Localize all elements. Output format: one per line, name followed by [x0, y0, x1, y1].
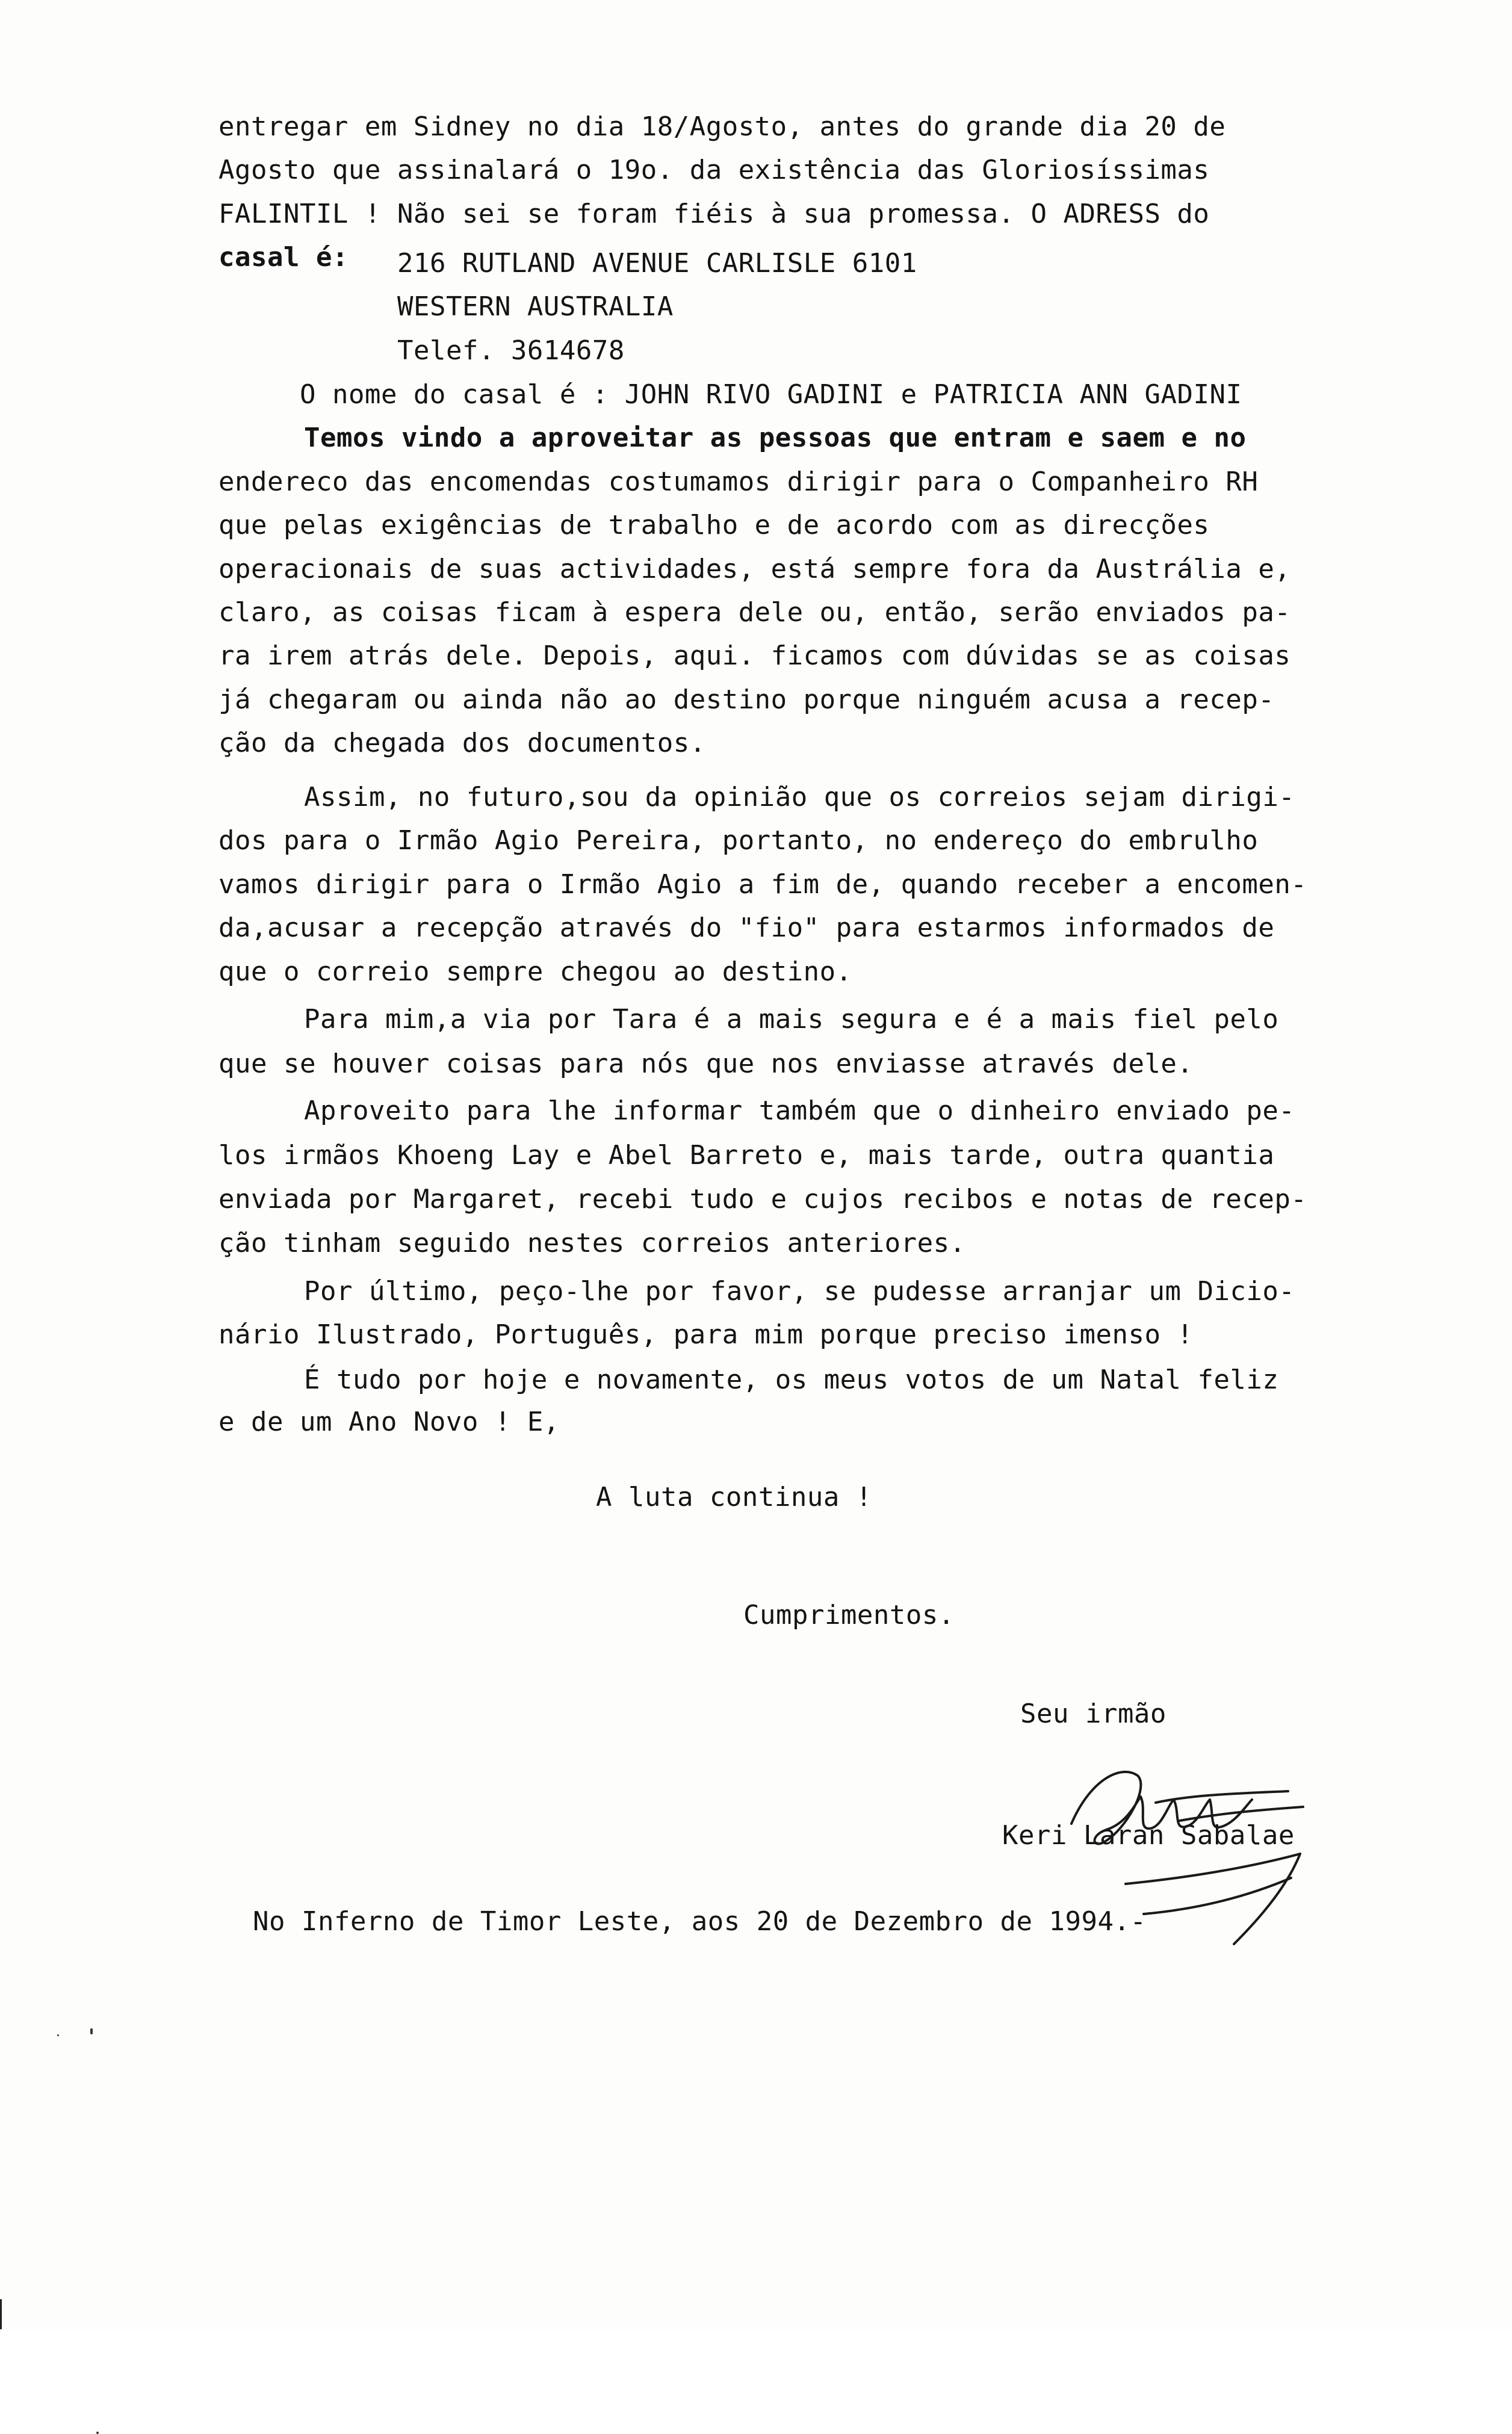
body-line-19: vamos dirigir para o Irmão Agio a fim de, quando receber a encomen- [218, 869, 1307, 900]
body-line-22: Para mim,a via por Tara é a mais segura e é a mais fiel pelo [304, 1004, 1279, 1035]
body-line-31: e de um Ano Novo ! E, [218, 1407, 560, 1437]
body-line-4: casal é: [218, 242, 349, 273]
body-line-30: É tudo por hoje e novamente, os meus votos de um Natal feliz [304, 1364, 1279, 1395]
body-line-8: O nome do casal é : JOHN RIVO GADINI e PATRICIA ANN GADINI [300, 379, 1242, 410]
signer-name: Keri Laran Sabalae [1002, 1820, 1295, 1851]
body-line-14: ra irem atrás dele. Depois, aqui. ficamos com dúvidas se as coisas [218, 640, 1291, 671]
handwritten-signature [1035, 1739, 1348, 1956]
body-line-16: ção da chegada dos documentos. [218, 728, 706, 758]
body-line-3: FALINTIL ! Não sei se foram fiéis à sua promessa. O ADRESS do [218, 199, 1210, 229]
body-line-25: los irmãos Khoeng Lay e Abel Barreto e, mais tarde, outra quantia [218, 1140, 1275, 1171]
body-line-2: Agosto que assinalará o 19o. da existência das Gloriosíssimas [218, 155, 1210, 185]
paper-speck-3 [57, 2034, 59, 2036]
body-line-20: da,acusar a recepção através do "fio" para estarmos informados de [218, 912, 1275, 943]
address-line-1: 216 RUTLAND AVENUE CARLISLE 6101 [397, 248, 917, 279]
closing-motto: A luta continua ! [596, 1482, 872, 1513]
body-line-21: que o correio sempre chegou ao destino. [218, 956, 852, 987]
body-line-26: enviada por Margaret, recebi tudo e cujos recibos e notas de recep- [218, 1184, 1307, 1215]
body-line-24: Aproveito para lhe informar também que o dinheiro enviado pe- [304, 1095, 1295, 1126]
address-line-2: WESTERN AUSTRALIA [397, 291, 674, 322]
body-line-1: entregar em Sidney no dia 18/Agosto, antes do grande dia 20 de [218, 111, 1226, 142]
body-line-23: que se houver coisas para nós que nos enviasse através dele. [218, 1048, 1194, 1079]
body-line-12: operacionais de suas actividades, está sempre fora da Austrália e, [218, 554, 1291, 584]
body-line-17: Assim, no futuro,sou da opinião que os correios sejam dirigi- [304, 782, 1295, 813]
address-phone: Telef. 3614678 [397, 335, 625, 366]
body-line-29: nário Ilustrado, Português, para mim porque preciso imenso ! [218, 1319, 1194, 1350]
body-line-28: Por último, peço-lhe por favor, se pudesse arranjar um Dicio- [304, 1276, 1295, 1307]
body-line-15: já chegaram ou ainda não ao destino porque ninguém acusa a recep- [218, 684, 1275, 715]
body-line-9: Temos vindo a aproveitar as pessoas que entram e saem e no [304, 423, 1247, 453]
paper-speck-1 [96, 2432, 99, 2434]
body-line-27: ção tinham seguido nestes correios anteriores. [218, 1228, 966, 1259]
body-line-10: endereco das encomendas costumamos dirigir para o Companheiro RH [218, 466, 1259, 497]
body-line-18: dos para o Irmão Agio Pereira, portanto, no endereço do embrulho [218, 825, 1259, 856]
paper-speck-2 [90, 2028, 93, 2034]
scan-edge-mark [0, 2299, 2, 2329]
place-date: No Inferno de Timor Leste, aos 20 de Dezembro de 1994.- [253, 1906, 1147, 1937]
body-line-11: que pelas exigências de trabalho e de acordo com as direcções [218, 510, 1210, 540]
body-line-13: claro, as coisas ficam à espera dele ou, então, serão enviados pa- [218, 597, 1291, 628]
sign-off: Seu irmão [1020, 1699, 1167, 1729]
greeting: Cumprimentos. [743, 1600, 955, 1630]
